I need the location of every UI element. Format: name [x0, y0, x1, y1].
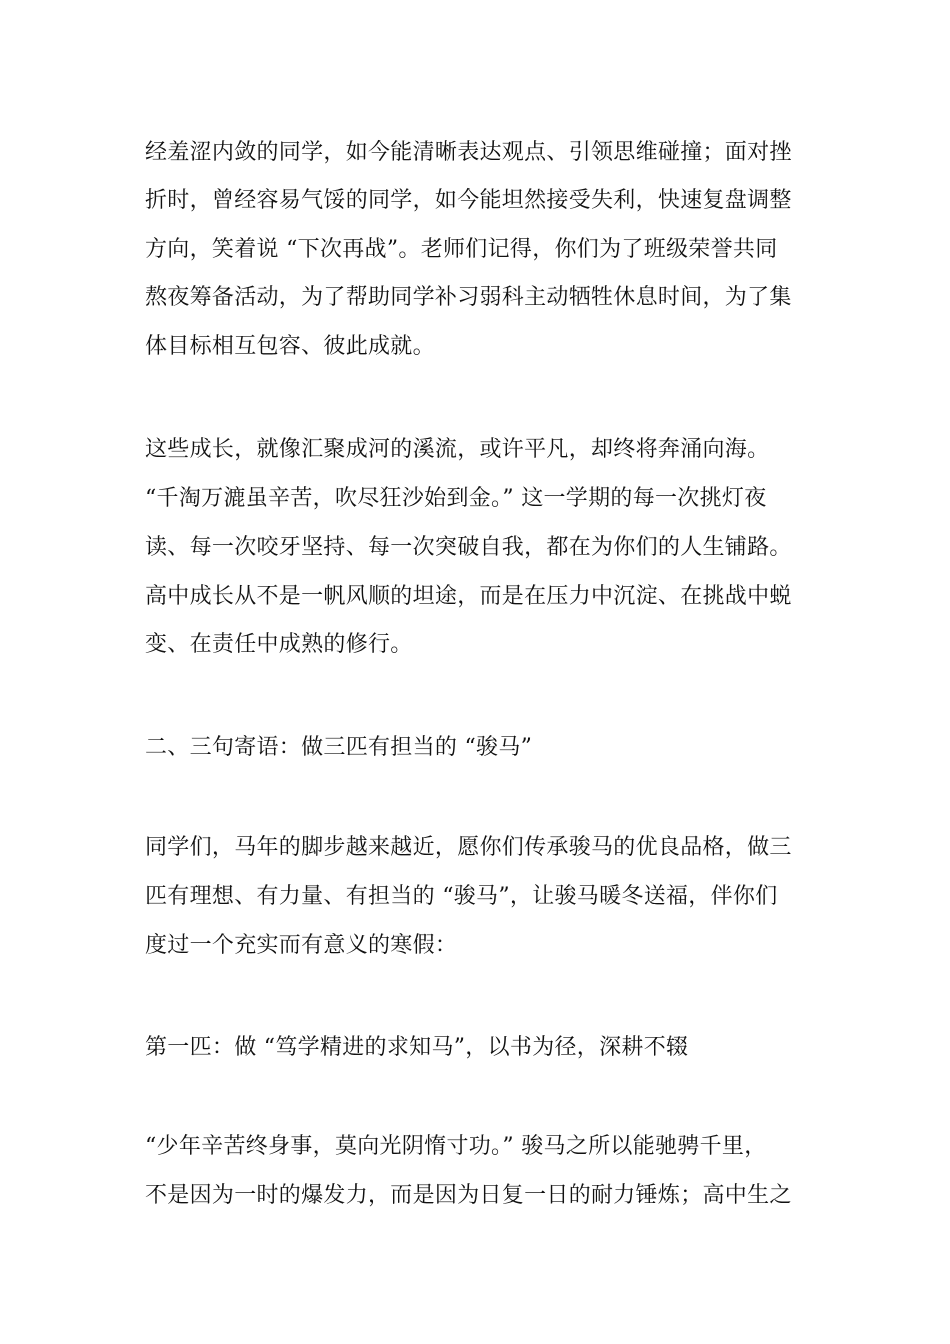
paragraph-1-line-3: 方向，笑着说 “下次再战”。老师们记得，你们为了班级荣誉共同: [145, 237, 778, 262]
paragraph-2-line-5: 变、在责任中成熟的修行。: [145, 632, 413, 657]
paragraph-3-line-2: 匹有理想、有力量、有担当的 “骏马”，让骏马暖冬送福，伴你们: [145, 884, 778, 909]
subsection-heading: 第一匹：做 “笃学精进的求知马”，以书为径，深耕不辍: [145, 1035, 689, 1060]
section-heading: 二、三句寄语：做三匹有担当的 “骏马”: [145, 735, 533, 760]
paragraph-3-line-1: 同学们，马年的脚步越来越近，愿你们传承骏马的优良品格，做三: [145, 835, 792, 860]
paragraph-4-line-1: “少年辛苦终身事，莫向光阴惰寸功。” 骏马之所以能驰骋千里，: [145, 1134, 767, 1159]
paragraph-2-line-3: 读、每一次咬牙坚持、每一次突破自我，都在为你们的人生铺路。: [145, 535, 792, 560]
paragraph-1-line-2: 折时，曾经容易气馁的同学，如今能坦然接受失利，快速复盘调整: [145, 188, 792, 213]
paragraph-2-line-4: 高中成长从不是一帆风顺的坦途，而是在压力中沉淀、在挑战中蜕: [145, 584, 792, 609]
paragraph-2-line-2: “千淘万漉虽辛苦，吹尽狂沙始到金。” 这一学期的每一次挑灯夜: [145, 486, 767, 511]
paragraph-1-line-5: 体目标相互包容、彼此成就。: [145, 334, 435, 359]
paragraph-1-line-1: 经羞涩内敛的同学，如今能清晰表达观点、引领思维碰撞；面对挫: [145, 140, 792, 165]
paragraph-3-line-3: 度过一个充实而有意义的寒假：: [145, 933, 458, 958]
paragraph-1-line-4: 熬夜筹备活动，为了帮助同学补习弱科主动牺牲休息时间，为了集: [145, 285, 792, 310]
paragraph-2-line-1: 这些成长，就像汇聚成河的溪流，或许平凡，却终将奔涌向海。: [145, 437, 770, 462]
paragraph-4-line-2: 不是因为一时的爆发力，而是因为日复一日的耐力锤炼；高中生之: [145, 1183, 792, 1208]
